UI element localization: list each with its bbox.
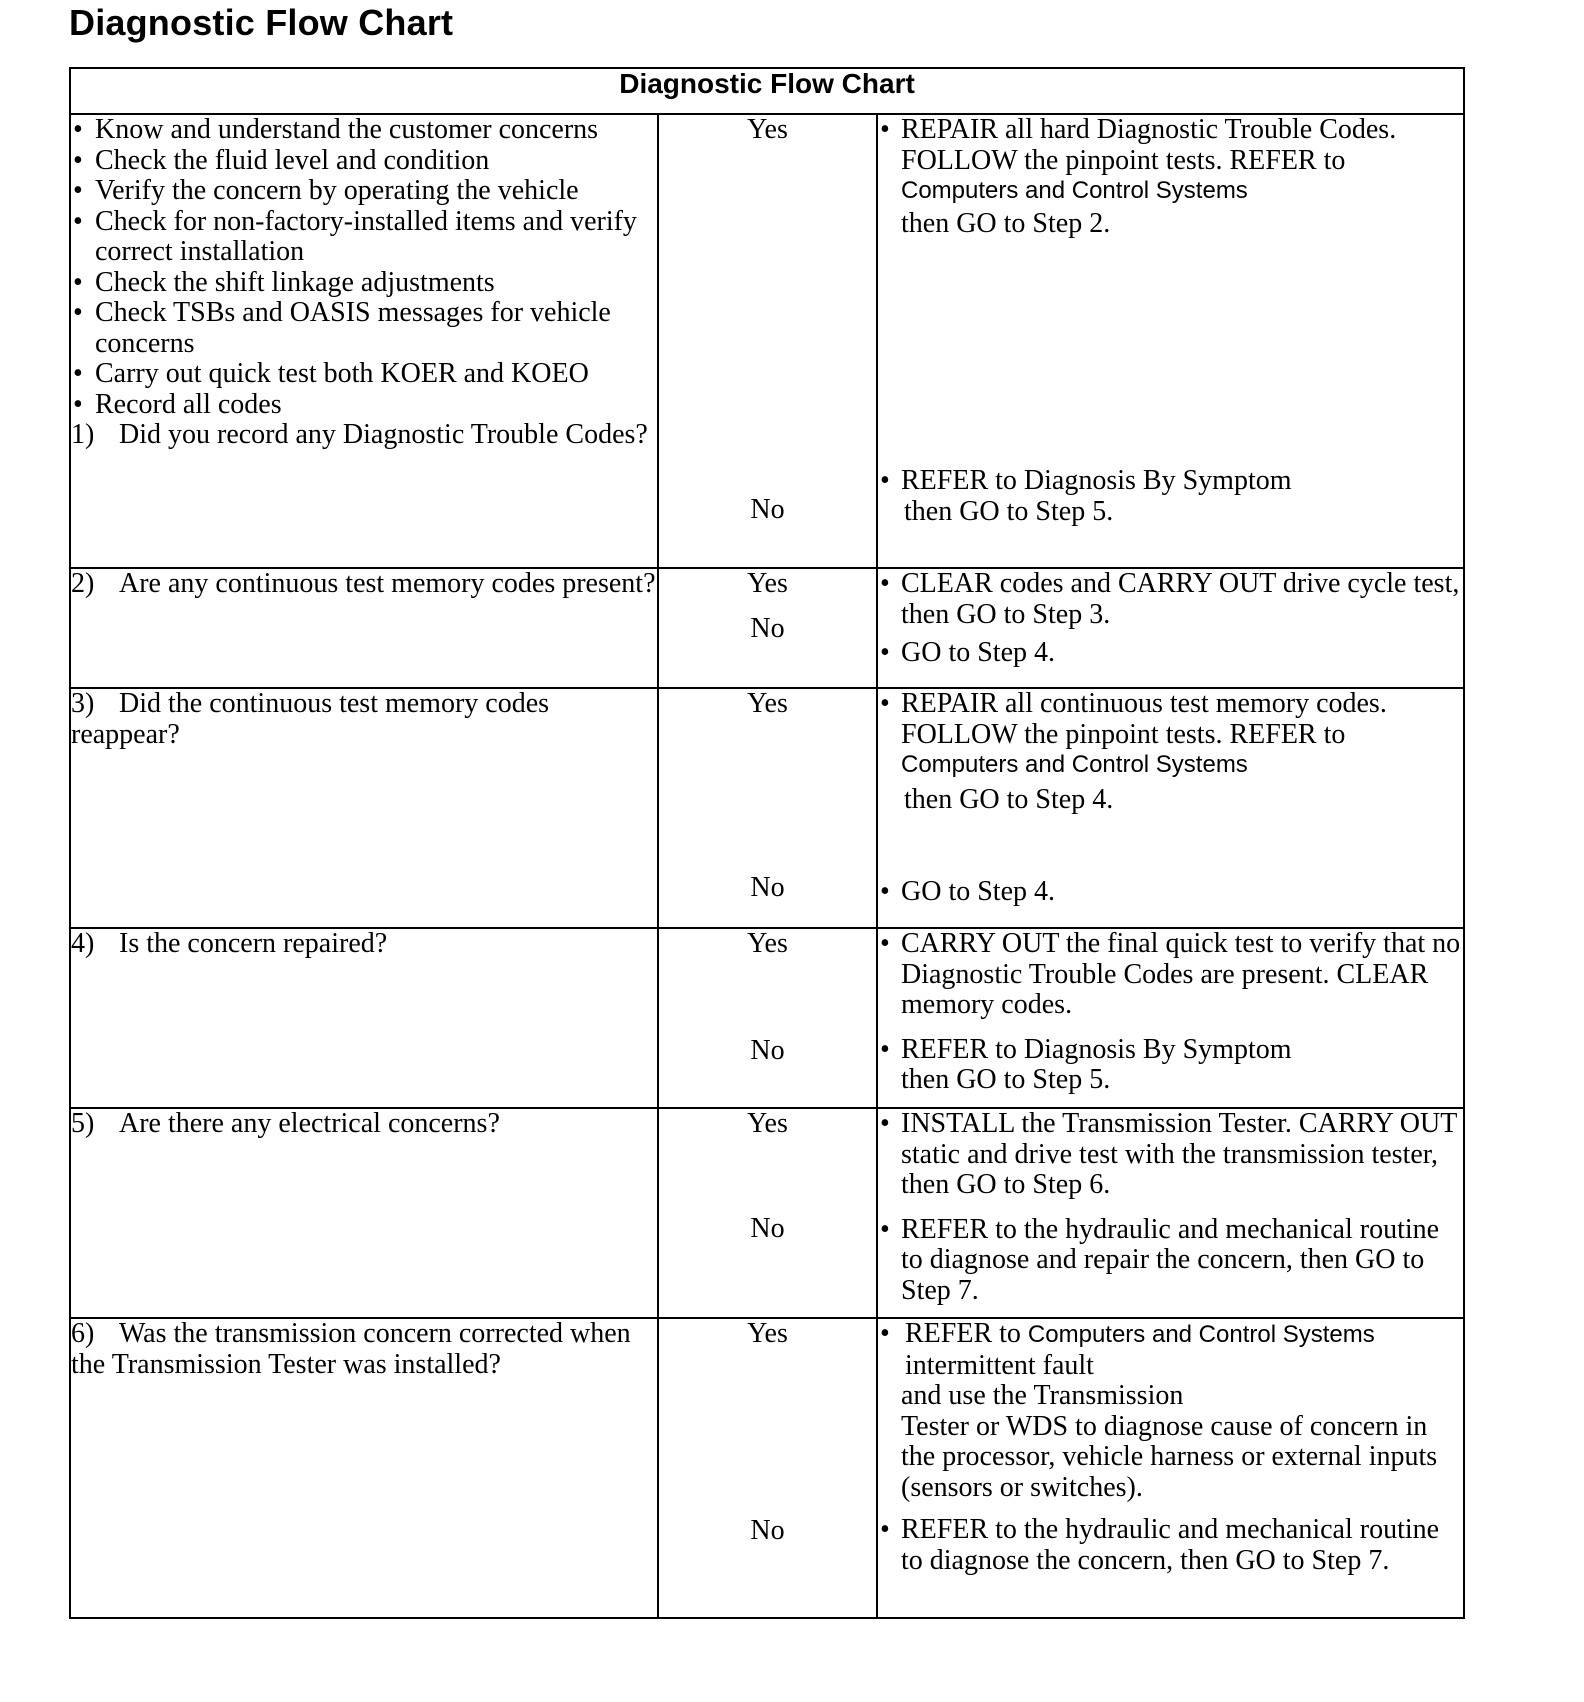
- action-text: GO to Step 4.: [901, 637, 1055, 668]
- bullet-icon: •: [880, 1318, 890, 1349]
- action-text: REFER to Diagnosis By Symptom: [901, 1033, 1292, 1065]
- question-text: Did the continuous test memory codes reappear?: [71, 688, 550, 750]
- no-label: No: [750, 871, 785, 903]
- no-label: No: [750, 1212, 785, 1244]
- step-question: [71, 929, 657, 960]
- action-text: REFER to the hydraulic and mechanical routine to diagnose the concern, then GO to Step 7.: [901, 1514, 1440, 1576]
- bullet-icon: •: [880, 928, 890, 959]
- action-text: CLEAR codes and CARRY OUT drive cycle test, then GO to Step 3.: [901, 568, 1460, 630]
- bullet-icon: •: [880, 876, 890, 907]
- no-action: [878, 877, 1463, 908]
- action-text: GO to Step 4.: [901, 876, 1055, 907]
- diagnostic-flow-table: [69, 67, 1465, 1619]
- question-text: Did you record any Diagnostic Trouble Codes?: [119, 419, 648, 450]
- no-action: [878, 1035, 1463, 1096]
- yes-action: [878, 689, 1463, 815]
- question-text: Is the concern repaired?: [119, 928, 388, 959]
- step-question: [71, 569, 657, 600]
- list-item: • Verify the concern by operating the vehicle: [71, 176, 657, 207]
- action-text: CARRY OUT the final quick test to verify that no Diagnostic Trouble Codes are present. CLEAR memory codes.: [901, 928, 1461, 1020]
- action-text: REFER to: [905, 1318, 1021, 1349]
- no-label: No: [750, 493, 785, 525]
- question-text: Are any continuous test memory codes present?: [119, 568, 656, 599]
- table-row-step-4: [70, 928, 1464, 1108]
- no-action: [878, 1215, 1463, 1307]
- action-text: then GO to Step 5.: [904, 495, 1114, 527]
- no-action: [878, 638, 1463, 669]
- action-text: REFER to Diagnosis By Symptom: [901, 465, 1292, 496]
- no-label: No: [750, 612, 785, 644]
- table-row-step-6: [70, 1318, 1464, 1618]
- no-label: No: [750, 1034, 785, 1066]
- action-text: INSTALL the Transmission Tester. CARRY OUT static and drive test with the transmission tester, then GO to Step 6.: [901, 1108, 1457, 1200]
- action-text: then GO to Step 5.: [901, 1064, 1111, 1095]
- list-item: • Check TSBs and OASIS messages for vehicle concerns: [71, 298, 657, 359]
- yes-action: [878, 569, 1463, 630]
- step-question: [71, 689, 657, 750]
- reference-link[interactable]: Computers and Control Systems: [901, 751, 1248, 778]
- yes-action: [878, 1319, 1463, 1503]
- table-row-step-3: [70, 688, 1464, 928]
- list-item: • Know and understand the customer concerns: [71, 115, 657, 146]
- yes-action: [878, 929, 1463, 1021]
- bullet-icon: •: [880, 688, 890, 719]
- no-action: [878, 1515, 1463, 1576]
- list-item: • Check the shift linkage adjustments: [71, 268, 657, 299]
- bullet-icon: •: [880, 1033, 890, 1065]
- reference-link[interactable]: Computers and Control Systems: [901, 177, 1248, 204]
- bullet-icon: •: [880, 1108, 890, 1139]
- reference-link[interactable]: Computers and Control Systems: [1027, 1321, 1375, 1348]
- no-label: No: [750, 1514, 785, 1546]
- yes-label: Yes: [747, 1318, 788, 1349]
- step-question: [71, 1319, 657, 1380]
- bullet-icon: •: [880, 637, 890, 668]
- preliminary-checklist: [71, 115, 657, 420]
- step-number: 2): [71, 568, 95, 599]
- question-text: Are there any electrical concerns?: [119, 1108, 500, 1139]
- list-item: • Record all codes: [71, 390, 657, 421]
- step-question: [71, 1109, 657, 1140]
- question-text: Was the transmission concern corrected when the Transmission Tester was installed?: [71, 1318, 631, 1380]
- action-text: and use the Transmission: [901, 1380, 1184, 1411]
- no-action: [878, 466, 1463, 527]
- action-text: then GO to Step 2.: [901, 207, 1111, 239]
- step-number: 5): [71, 1108, 95, 1139]
- action-text: then GO to Step 4.: [904, 783, 1114, 815]
- step-number: 1): [71, 419, 95, 450]
- bullet-icon: •: [880, 568, 890, 599]
- action-text: REPAIR all continuous test memory codes. FOLLOW the pinpoint tests. REFER to: [901, 688, 1387, 750]
- step-question: [71, 420, 657, 451]
- list-item: • Check for non-factory-installed items and verify correct installation: [71, 207, 657, 268]
- action-text: Tester or WDS to diagnose cause of concern in the processor, vehicle harness or external inputs (sensors or switches).: [901, 1410, 1438, 1503]
- table-row-step-2: [70, 568, 1464, 688]
- step-number: 4): [71, 928, 95, 959]
- bullet-icon: •: [880, 1213, 890, 1245]
- table-row-step-5: [70, 1108, 1464, 1318]
- yes-label: Yes: [747, 928, 788, 959]
- step-number: 3): [71, 688, 95, 719]
- yes-label: Yes: [747, 1108, 788, 1139]
- bullet-icon: •: [880, 1514, 890, 1545]
- action-text: REFER to the hydraulic and mechanical routine to diagnose and repair the concern, then GO to Step 7.: [901, 1213, 1440, 1306]
- yes-action: [878, 1109, 1463, 1201]
- list-item: • Carry out quick test both KOER and KOEO: [71, 359, 657, 390]
- bullet-icon: •: [880, 465, 890, 496]
- yes-action: [878, 115, 1463, 239]
- table-title: Diagnostic Flow Chart: [70, 68, 1464, 114]
- yes-label: Yes: [747, 568, 788, 599]
- action-text: REPAIR all hard Diagnostic Trouble Codes. FOLLOW the pinpoint tests. REFER to: [901, 114, 1397, 176]
- list-item: • Check the fluid level and condition: [71, 146, 657, 177]
- table-row-step-1: [70, 114, 1464, 568]
- step-number: 6): [71, 1318, 95, 1349]
- bullet-icon: •: [880, 114, 890, 145]
- yes-label: Yes: [747, 114, 788, 145]
- action-text: intermittent fault: [905, 1349, 1094, 1381]
- yes-label: Yes: [747, 688, 788, 719]
- page-title: Diagnostic Flow Chart: [69, 2, 454, 43]
